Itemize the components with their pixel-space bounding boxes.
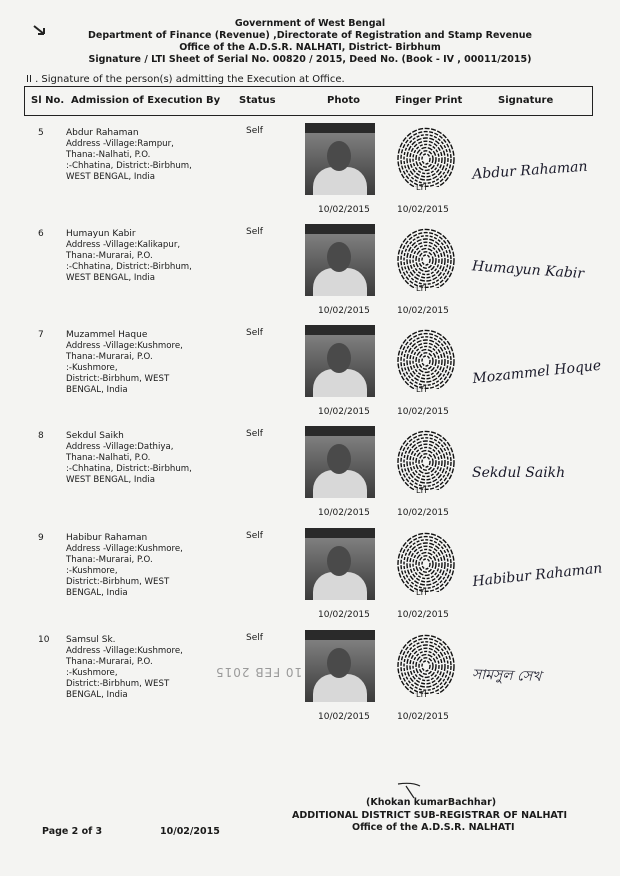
date-stamp: 10 FEB 2015 [215, 665, 303, 679]
row-sl-no: 8 [38, 431, 44, 441]
table-row [0, 128, 620, 230]
handwritten-signature [470, 655, 610, 695]
table-row [0, 533, 620, 635]
lti-label: LTI [416, 183, 427, 192]
executant-name: Abdur Rahaman [66, 128, 139, 138]
row-sl-no: 9 [38, 533, 44, 543]
officer-title: ADDITIONAL DISTRICT SUB-REGISTRAR OF NALHATI [292, 810, 568, 821]
executant-photo [305, 528, 375, 600]
header-serial: Signature / LTI Sheet of Serial No. 00820 / 2015, Deed No. (Book - IV , 00011/2015) [88, 54, 532, 65]
col-signature: Signature [498, 95, 554, 106]
signature-text: Sekdul Saikh [472, 465, 566, 481]
section-title: II . Signature of the person(s) admitting the Execution at Office. [26, 74, 345, 85]
fingerprint-image [395, 226, 457, 288]
lti-label: LTI [416, 588, 427, 597]
executant-address: Address -Village:Kushmore, Thana:-Murarai, P.O. :-Kushmore, District:-Birbhum, WEST BENGAL, India [66, 646, 183, 700]
row-sl-no: 5 [38, 128, 44, 138]
header-department: Department of Finance (Revenue) ,Directorate of Registration and Stamp Revenue [88, 30, 532, 41]
officer-name: (Khokan kumarBachhar) [366, 797, 497, 808]
handwritten-signature [470, 553, 610, 593]
row-sl-no: 7 [38, 330, 44, 340]
col-finger-print: Finger Print [395, 95, 463, 106]
executant-status: Self [246, 531, 263, 541]
signature-text: Humayun Kabir [471, 258, 585, 283]
col-status: Status [239, 95, 276, 106]
table-row [0, 431, 620, 533]
fingerprint-image [395, 327, 457, 389]
header-office: Office of the A.D.S.R. NALHATI, District- Birbhum [179, 42, 441, 53]
executant-name: Humayun Kabir [66, 229, 136, 239]
executant-status: Self [246, 633, 263, 643]
executant-address: Address -Village:Kushmore, Thana:-Murarai, P.O. :-Kushmore, District:-Birbhum, WEST BENGAL, India [66, 341, 183, 395]
table-header [24, 86, 593, 116]
executant-photo [305, 123, 375, 195]
executant-photo [305, 325, 375, 397]
executant-status: Self [246, 227, 263, 237]
fingerprint-date: 10/02/2015 [397, 712, 449, 722]
executant-name: Sekdul Saikh [66, 431, 124, 441]
table-row [0, 635, 620, 737]
lti-label: LTI [416, 284, 427, 293]
fingerprint-image [395, 530, 457, 592]
executant-status: Self [246, 429, 263, 439]
fingerprint-image [395, 632, 457, 694]
handwritten-signature [470, 350, 610, 390]
lti-label: LTI [416, 690, 427, 699]
fingerprint-image [395, 428, 457, 490]
executant-address: Address -Village:Kushmore, Thana:-Murarai, P.O. :-Kushmore, District:-Birbhum, WEST BENGAL, India [66, 544, 183, 598]
row-sl-no: 6 [38, 229, 44, 239]
fingerprint-date: 10/02/2015 [397, 508, 449, 518]
executant-name: Muzammel Haque [66, 330, 148, 340]
col-sl-no: Sl No. [31, 95, 65, 106]
photo-date: 10/02/2015 [318, 712, 370, 722]
executant-address: Address -Village:Kalikapur, Thana:-Murarai, P.O. :-Chhatina, District:-Birbhum, WEST BENGAL, India [66, 240, 192, 283]
executant-photo [305, 426, 375, 498]
fingerprint-date: 10/02/2015 [397, 610, 449, 620]
signature-text: Mozammel Hoque [471, 357, 602, 388]
signature-text: Habibur Rahaman [471, 560, 604, 591]
fingerprint-date: 10/02/2015 [397, 205, 449, 215]
executant-address: Address -Village:Dathiya, Thana:-Nalhati, P.O. :-Chhatina, District:-Birbhum, WEST BENGAL, India [66, 442, 192, 485]
signature-text: Abdur Rahaman [471, 158, 588, 183]
executant-photo [305, 630, 375, 702]
executant-status: Self [246, 328, 263, 338]
lti-label: LTI [416, 385, 427, 394]
lti-label: LTI [416, 486, 427, 495]
handwritten-signature [470, 148, 610, 188]
col-admission: Admission of Execution By [71, 95, 221, 106]
row-sl-no: 10 [38, 635, 50, 645]
photo-date: 10/02/2015 [318, 610, 370, 620]
handwritten-signature [470, 451, 610, 491]
table-row [0, 229, 620, 331]
executant-name: Samsul Sk. [66, 635, 116, 645]
photo-date: 10/02/2015 [318, 508, 370, 518]
footer-date: 10/02/2015 [160, 826, 220, 837]
fingerprint-date: 10/02/2015 [397, 407, 449, 417]
executant-status: Self [246, 126, 263, 136]
photo-date: 10/02/2015 [318, 407, 370, 417]
table-row [0, 330, 620, 432]
executant-address: Address -Village:Rampur, Thana:-Nalhati, P.O. :-Chhatina, District:-Birbhum, WEST BENGAL, India [66, 139, 192, 182]
header-government: Government of West Bengal [234, 18, 386, 29]
photo-date: 10/02/2015 [318, 205, 370, 215]
page-number: Page 2 of 3 [42, 826, 103, 837]
executant-photo [305, 224, 375, 296]
signature-text: সামসুল সেখ [471, 666, 542, 686]
col-photo: Photo [327, 95, 360, 106]
office-name: Office of the A.D.S.R. NALHATI [352, 822, 515, 833]
fingerprint-image [395, 125, 457, 187]
photo-date: 10/02/2015 [318, 306, 370, 316]
handwritten-signature [470, 249, 610, 289]
executant-name: Habibur Rahaman [66, 533, 148, 543]
fingerprint-date: 10/02/2015 [397, 306, 449, 316]
